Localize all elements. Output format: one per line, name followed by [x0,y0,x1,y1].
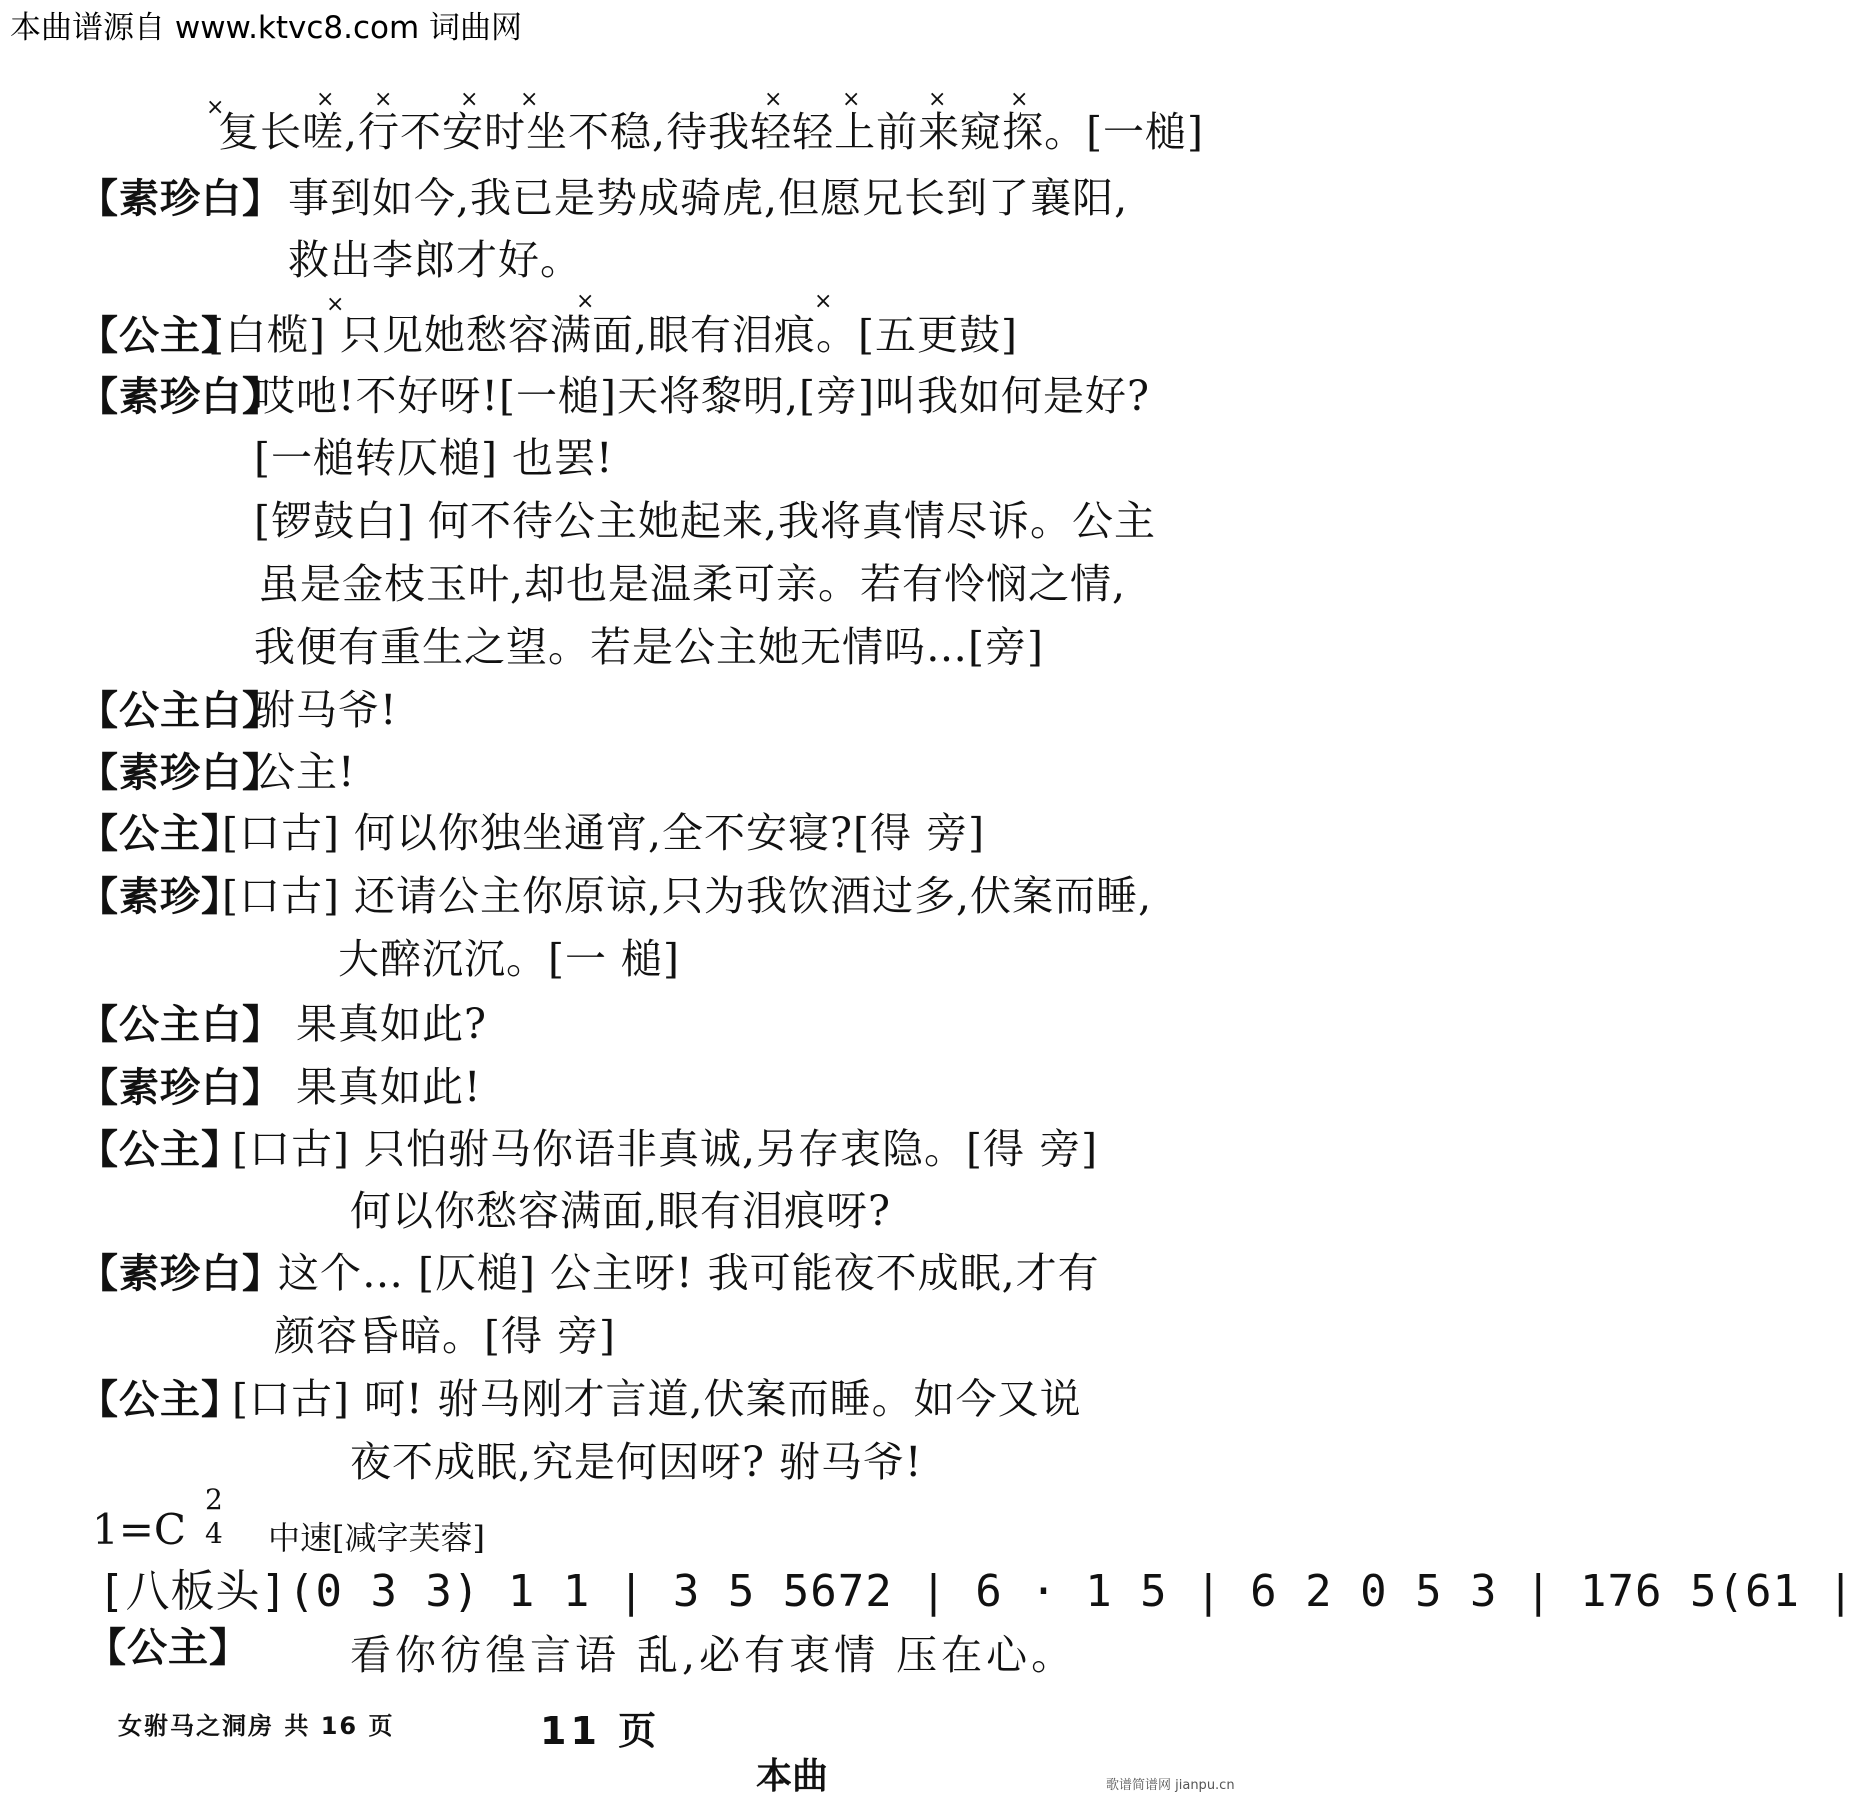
line-text: 果真如此! [296,1063,482,1111]
script-line [232,1125,1098,1173]
jianpu-notation: [八板头](0 3 3) 1 1 | 3 5 5672 | 6 · 1 5 | 6 2 0 5 3 | 176 5(61 | [98,1566,1855,1617]
key-signature [92,1483,223,1554]
line-text: 夜不成眠,究是何因呀? 驸马爷! [350,1438,923,1486]
script-line [288,174,1128,222]
watermark-header: 本曲谱源自 www.ktvc8.com 词曲网 [10,10,523,46]
corner-watermark: 歌谱简谱网 jianpu.cn [1106,1778,1235,1793]
line-text: 颜容昏暗。[得 旁] [274,1312,617,1360]
script-line [222,872,1152,920]
script-line [218,108,1204,156]
script-line [274,1312,616,1360]
speaker-label: 【素珍】 [78,874,242,920]
page-number: 11 页 [540,1709,661,1753]
speaker-label: 【素珍白】 [78,750,283,796]
script-line [296,1000,487,1048]
bottom-text: 本曲 [756,1756,829,1797]
footer-title: 女驸马之洞房 共 16 页 [118,1712,395,1740]
time-signature-top: 2 [205,1483,223,1516]
line-text: [锣鼓白] 何不待公主她起来,我将真情尽诉。公主 [254,497,1157,545]
line-text: 我便有重生之望。若是公主她无情吗…[旁] [254,623,1044,671]
tone-mark: × [326,292,345,317]
speaker-label: 【素珍白】 [78,1065,283,1111]
tone-mark: × [316,87,335,112]
line-text: [白榄] 只见她愁容满面,眼有泪痕。[五更鼓] [208,311,1019,359]
tone-mark: × [576,289,595,314]
script-line [254,372,1150,420]
script-line [258,560,1126,608]
speaker-label: 【素珍白】 [78,176,283,222]
script-line [254,434,614,482]
script-line [78,872,242,921]
time-signature-bottom: 4 [205,1517,223,1550]
line-text: [口古] 只怕驸马你语非真诚,另存衷隐。[得 旁] [232,1125,1099,1173]
script-line [254,623,1044,671]
speaker-label: 【公主】 [78,1127,242,1173]
script-line [78,809,242,858]
script-line [222,809,985,857]
script-line [78,748,283,797]
script-line [78,1063,283,1112]
speaker-label: 【素珍白】 [78,1251,283,1297]
script-line [350,1438,923,1486]
line-text: [口古] 何以你独坐通宵,全不安寝?[得 旁] [222,809,986,857]
speaker-label: 【公主】 [86,1625,250,1671]
tone-mark: × [842,87,861,112]
tone-mark: × [206,95,225,120]
line-text: 果真如此? [296,1000,487,1048]
script-line [254,686,397,734]
script-line [78,1000,283,1049]
line-text: 公主! [254,748,356,796]
tone-mark: × [814,289,833,314]
speaker-label: 【公主】 [78,1377,242,1423]
tempo-marking: 中速[减字芙蓉] [268,1519,485,1557]
script-line [78,1125,242,1174]
script-line [338,935,680,983]
lyric-speaker [86,1623,250,1672]
script-line [296,1063,481,1111]
line-text: 虽是金枝玉叶,却也是温柔可亲。若有怜悯之情, [258,560,1127,608]
script-line [288,236,582,284]
script-line [78,174,283,223]
script-line [78,1249,283,1298]
script-line [254,748,355,796]
line-text: 驸马爷! [254,686,398,734]
speaker-label: 【素珍白】 [78,374,283,420]
tone-mark: × [764,87,783,112]
speaker-label: 【公主】 [78,811,242,857]
tone-mark: × [1010,87,1029,112]
script-line [254,497,1156,545]
script-line [278,1249,1100,1297]
line-text: 大醉沉沉。[一 槌] [338,935,681,983]
tone-mark: × [374,87,393,112]
key-label: 1=C [92,1505,187,1554]
speaker-label: 【公主】 [78,313,242,359]
line-text: 这个… [仄槌] 公主呀! 我可能夜不成眠,才有 [278,1249,1100,1297]
speaker-label: 【公主白】 [78,1002,283,1048]
tone-mark: × [520,87,539,112]
speaker-label: 【公主白】 [78,688,283,734]
script-line [78,372,283,421]
line-text: [口古] 还请公主你原谅,只为我饮酒过多,伏案而睡, [222,872,1153,920]
line-text: 事到如今,我已是势成骑虎,但愿兄长到了襄阳, [288,174,1129,222]
line-text: [一槌转仄槌] 也罢! [254,434,614,482]
line-text: 哎吔!不好呀![一槌]天将黎明,[旁]叫我如何是好? [254,372,1150,420]
script-line [232,1375,1082,1423]
tone-mark: × [928,87,947,112]
script-line [350,1187,891,1235]
script-line [208,311,1018,359]
tone-mark: × [460,87,479,112]
line-text: 救出李郎才好。 [288,236,582,284]
line-text: [口古] 呵! 驸马刚才言道,伏案而睡。如今又说 [232,1375,1082,1423]
script-line [78,686,283,735]
line-text: 复长嗟,行不安时坐不稳,待我轻轻上前来窥探。[一槌] [218,108,1205,156]
lyric-line: 看你彷徨言语 乱,必有衷情 压在心。 [350,1631,1077,1679]
line-text: 何以你愁容满面,眼有泪痕呀? [350,1187,892,1235]
script-line [78,1375,242,1424]
